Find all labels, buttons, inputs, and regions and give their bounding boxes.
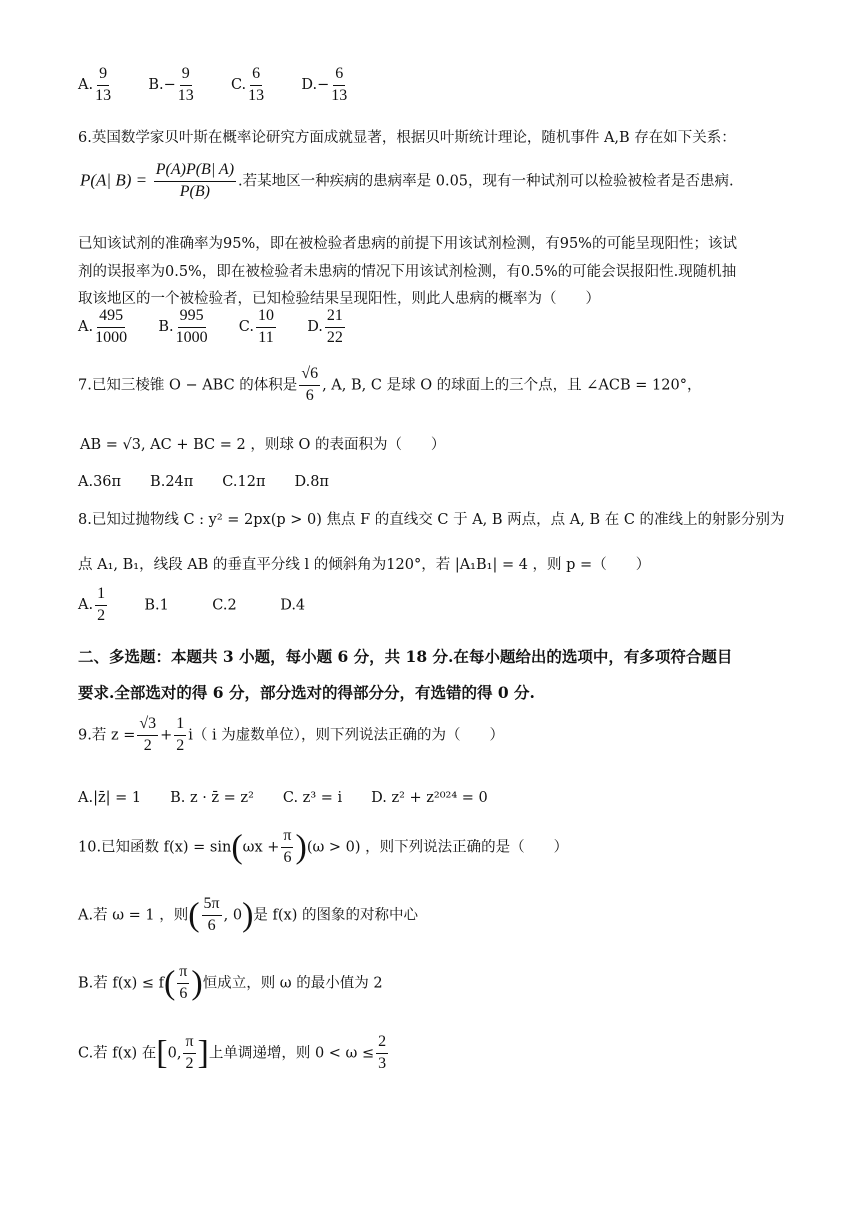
q6-option-a: A. $\frac{495}{1000}$ — [78, 307, 128, 346]
q8-stem-line1: 8.已知过抛物线 C : y² = 2px(p > 0) 焦点 F 的直线交 C 于 A, B 两点，点 A, B 在 C 的准线上的射影分别为 — [78, 512, 785, 528]
q8-stem-line2: 点 A₁, B₁，线段 AB 的垂直平分线 l 的倾斜角为120°，若 |A₁B₁| = 4 ，则 p =（ ） — [78, 557, 651, 573]
q6-option-b: B. $\frac{995}{1000}$ — [158, 307, 208, 346]
q5-options — [78, 66, 349, 105]
q10-option-a: A.若 ω = 1 ，则( $\frac{5\pi}{6}$ , 0)是 f(x) 的图象的对称中心 — [78, 895, 418, 934]
q5-option-c: C. $\frac{6}{13}$ — [230, 65, 265, 104]
q5-option-b: B.− $\frac{9}{13}$ — [148, 65, 194, 104]
q6-option-d: D. $\frac{21}{22}$ — [307, 307, 343, 346]
q7-stem-line1: 7.已知三棱锥 O − ABC 的体积是 $\frac{√6}{6}$ , A, B, C 是球 O 的球面上的三个点，且 ∠ACB = 120°， — [78, 365, 702, 404]
q9-options: A.|z̄| = 1 B. z · z̄ = z² C. z³ = i D. z² + z²⁰²⁴ = 0 — [78, 790, 488, 806]
q6-bayes-formula: P(A| B) = $\frac{P(A)P(B| A)}{P(B)}$ .若某地区一种疾病的患病率是 0.05，现有一种试剂可以检验被检者是否患病. — [80, 161, 734, 200]
q6-option-c: C. $\frac{10}{11}$ — [238, 307, 274, 346]
q10-stem: 10.已知函数 f(x) = sin(ωx + $\frac{\pi}{6}$ )(ω > 0) ，则下列说法正确的是（ ） — [78, 827, 569, 866]
section2-heading-line2: 要求.全部选对的得 6 分，部分选对的得部分分，有选错的得 0 分. — [78, 683, 535, 702]
q7-options: A.36π B.24π C.12π D.8π — [78, 474, 329, 490]
q5-option-d: D.− $\frac{6}{13}$ — [301, 65, 348, 104]
q6-stem-line3: 已知该试剂的准确率为95%，即在被检验者患病的前提下用该试剂检测，有95%的可能呈现阳性；该试 — [78, 236, 737, 252]
q6-stem-line4: 剂的误报率为0.5%，即在被检验者未患病的情况下用该试剂检测，有0.5%的可能会误报阳性.现随机抽 — [78, 264, 737, 280]
q9-stem: 9.若 z = $\frac{√3}{2}$ + $\frac{1}{2}$ i（ i 为虚数单位），则下列说法正确的为（ ） — [78, 715, 505, 754]
q8-options-rest: B.1 C.2 D.4 — [144, 597, 306, 614]
q8-option-a: A. $\frac{1}{2}$ — [78, 585, 106, 624]
q6-options — [78, 308, 347, 347]
section2-heading-line1: 二、多选题：本题共 3 小题，每小题 6 分，共 18 分.在每小题给出的选项中，有多项符合题目 — [78, 647, 733, 666]
q6-stem-line1: 6.英国数学家贝叶斯在概率论研究方面成就显著，根据贝叶斯统计理论，随机事件 A,B 存在如下关系： — [78, 130, 736, 146]
q5-option-a: A. $\frac{9}{13}$ — [78, 65, 112, 104]
q8-options — [78, 586, 305, 625]
q6-stem-line5: 取该地区的一个被检验者，已知检验结果呈现阳性，则此人患病的概率为（ ） — [78, 291, 600, 307]
q10-option-c: C.若 f(x) 在[0, $\frac{\pi}{2}$ ]上单调递增，则 0 < ω ≤ $\frac{2}{3}$ — [78, 1033, 387, 1072]
q7-stem-line2: AB = √3, AC + BC = 2 ，则球 O 的表面积为（ ） — [80, 437, 446, 453]
q10-option-b: B.若 f(x) ≤ f( $\frac{\pi}{6}$ )恒成立，则 ω 的最小值为 2 — [78, 963, 383, 1002]
